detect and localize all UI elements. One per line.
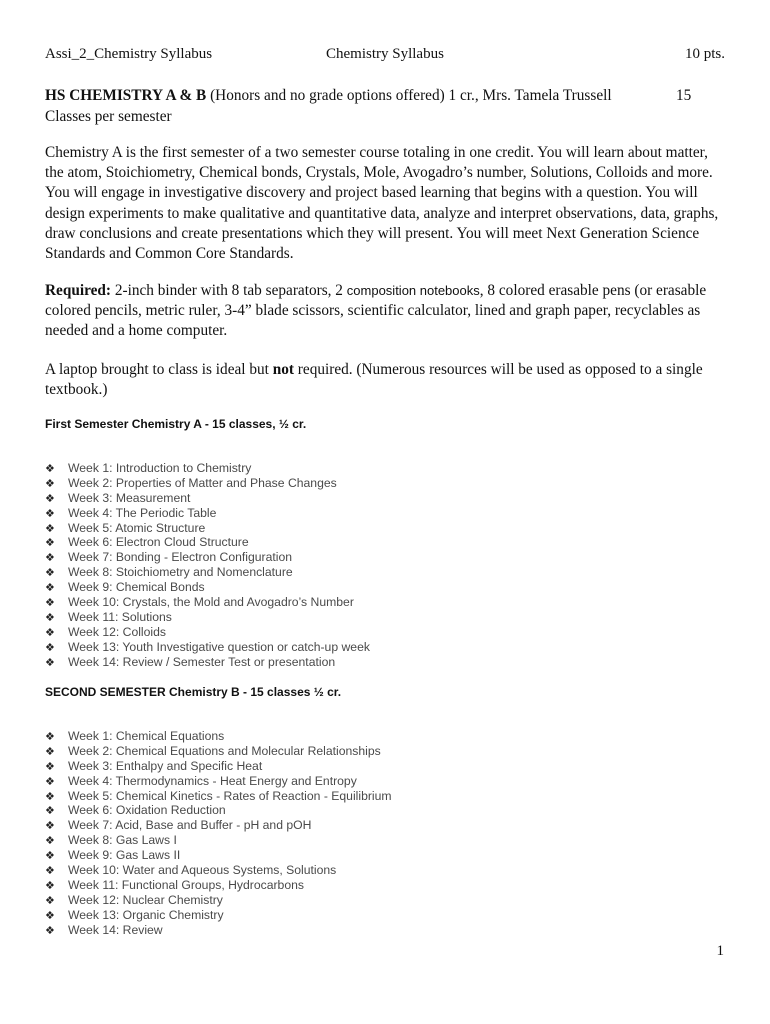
week-item <box>45 550 370 565</box>
diamond-bullet-icon: ❖ <box>45 626 55 639</box>
week-item <box>45 789 392 804</box>
diamond-bullet-icon: ❖ <box>45 537 55 550</box>
week-item <box>45 803 392 818</box>
week-label: Week 13: Organic Chemistry <box>68 907 224 922</box>
week-item <box>45 893 392 908</box>
week-item <box>45 625 370 640</box>
week-label: Week 14: Review <box>68 922 163 937</box>
laptop-text-2: required. (Numerous resources will be used as opposed to a single textbook.) <box>45 361 703 399</box>
diamond-bullet-icon: ❖ <box>45 865 55 878</box>
week-label: Week 8: Stoichiometry and Nomenclature <box>68 565 293 580</box>
diamond-bullet-icon: ❖ <box>45 522 55 535</box>
week-item <box>45 580 370 595</box>
week-label: Week 3: Measurement <box>68 490 191 505</box>
week-item <box>45 818 392 833</box>
week-label: Week 5: Atomic Structure <box>68 520 206 535</box>
course-details: (Honors and no grade options offered) 1 cr., Mrs. Tamela Trussell <box>206 87 612 104</box>
week-item <box>45 461 370 476</box>
page-header <box>45 46 725 68</box>
course-info <box>45 85 725 127</box>
diamond-bullet-icon: ❖ <box>45 656 55 669</box>
week-label: Week 12: Nuclear Chemistry <box>68 892 223 907</box>
week-item <box>45 833 392 848</box>
diamond-bullet-icon: ❖ <box>45 835 55 848</box>
diamond-bullet-icon: ❖ <box>45 805 55 818</box>
laptop-text-1: A laptop brought to class is ideal but <box>45 361 273 378</box>
week-item <box>45 729 392 744</box>
week-label: Week 1: Chemical Equations <box>68 729 225 743</box>
diamond-bullet-icon: ❖ <box>45 567 55 580</box>
diamond-bullet-icon: ❖ <box>45 775 55 788</box>
header-title: Chemistry Syllabus <box>326 46 444 62</box>
diamond-bullet-icon: ❖ <box>45 492 55 505</box>
header-points: 10 pts. <box>684 46 725 62</box>
week-item <box>45 506 370 521</box>
week-label: Week 7: Bonding - Electron Configuration <box>68 550 293 565</box>
semester2-heading: SECOND SEMESTER Chemistry B - 15 classes ½ cr. <box>45 685 342 699</box>
week-item <box>45 744 392 759</box>
week-item <box>45 908 392 923</box>
diamond-bullet-icon: ❖ <box>45 745 55 758</box>
required-composition-notebooks: composition notebooks <box>346 283 480 298</box>
diamond-bullet-icon: ❖ <box>45 611 55 624</box>
week-item <box>45 521 370 536</box>
required-text-1: 2-inch binder with 8 tab separators, 2 <box>111 282 347 299</box>
diamond-bullet-icon: ❖ <box>45 597 55 610</box>
week-item <box>45 759 392 774</box>
semester2-week-list <box>45 729 392 937</box>
week-label: Week 6: Oxidation Reduction <box>68 803 226 818</box>
required-label: Required: <box>45 282 112 299</box>
classes-label: Classes per semester <box>45 108 172 125</box>
week-item <box>45 848 392 863</box>
week-label: Week 4: Thermodynamics - Heat Energy and Entropy <box>68 773 357 788</box>
diamond-bullet-icon: ❖ <box>45 731 55 743</box>
diamond-bullet-icon: ❖ <box>45 850 55 863</box>
week-item <box>45 774 392 789</box>
diamond-bullet-icon: ❖ <box>45 790 55 803</box>
week-item <box>45 565 370 580</box>
week-label: Week 11: Solutions <box>68 609 172 624</box>
week-label: Week 8: Gas Laws I <box>68 833 177 848</box>
week-label: Week 11: Functional Groups, Hydrocarbons <box>68 877 304 892</box>
semester1-week-list <box>45 461 370 669</box>
week-label: Week 6: Electron Cloud Structure <box>68 535 249 550</box>
week-label: Week 3: Enthalpy and Specific Heat <box>68 758 263 773</box>
week-label: Week 9: Chemical Bonds <box>68 580 205 595</box>
classes-count: 15 <box>676 87 692 104</box>
diamond-bullet-icon: ❖ <box>45 477 55 490</box>
week-label: Week 2: Chemical Equations and Molecular Relationships <box>68 743 381 758</box>
week-label: Week 9: Gas Laws II <box>68 848 181 863</box>
week-label: Week 10: Water and Aqueous Systems, Solutions <box>68 863 337 878</box>
week-item <box>45 878 392 893</box>
week-item <box>45 640 370 655</box>
week-label: Week 10: Crystals, the Mold and Avogadro’s Number <box>68 595 354 610</box>
diamond-bullet-icon: ❖ <box>45 760 55 773</box>
week-label: Week 2: Properties of Matter and Phase Changes <box>68 475 337 490</box>
diamond-bullet-icon: ❖ <box>45 924 55 937</box>
diamond-bullet-icon: ❖ <box>45 552 55 565</box>
diamond-bullet-icon: ❖ <box>45 463 55 475</box>
required-text-2: , 8 colored erasable pens (or erasable colored pencils, metric ruler, 3-4” blade scissors, scientific calculator, lined and graph paper, recyclables as needed and a home computer. <box>45 282 707 340</box>
required-paragraph <box>45 281 725 342</box>
week-item <box>45 491 370 506</box>
diamond-bullet-icon: ❖ <box>45 909 55 922</box>
header-assignment-name: Assi_2_Chemistry Syllabus <box>45 46 213 62</box>
week-label: Week 14: Review / Semester Test or presentation <box>68 654 336 669</box>
week-item <box>45 923 392 938</box>
week-item <box>45 863 392 878</box>
week-item <box>45 610 370 625</box>
week-item <box>45 595 370 610</box>
diamond-bullet-icon: ❖ <box>45 507 55 520</box>
diamond-bullet-icon: ❖ <box>45 820 55 833</box>
diamond-bullet-icon: ❖ <box>45 894 55 907</box>
week-label: Week 12: Colloids <box>68 624 166 639</box>
page-number: 1 <box>716 943 724 959</box>
week-label: Week 13: Youth Investigative question or catch-up week <box>68 639 370 654</box>
intro-paragraph: Chemistry A is the first semester of a two semester course totaling in one credit. You will learn about matter, the atom, Stoichiometry, Chemical bonds, Crystals, Mole, Avogadro’s number, Solutions, Colloids and more. You will engage in investigative discovery and project based learning that begins with a question. You will design experiments to make qualitative and quantitative data, analyze and interpret observations, data, graphs, draw conclusions and create presentations which they will present. You will meet Next Generation Science Standards and Common Core Standards. <box>45 144 719 263</box>
course-title: HS CHEMISTRY A & B <box>45 87 207 104</box>
week-item <box>45 476 370 491</box>
week-label: Week 7: Acid, Base and Buffer - pH and pOH <box>68 818 312 833</box>
week-item <box>45 655 370 670</box>
diamond-bullet-icon: ❖ <box>45 582 55 595</box>
week-label: Week 4: The Periodic Table <box>68 505 217 520</box>
diamond-bullet-icon: ❖ <box>45 879 55 892</box>
week-item <box>45 535 370 550</box>
diamond-bullet-icon: ❖ <box>45 641 55 654</box>
laptop-not: not <box>272 361 294 378</box>
laptop-paragraph <box>45 360 725 400</box>
week-label: Week 5: Chemical Kinetics - Rates of Reaction - Equilibrium <box>68 788 392 803</box>
week-label: Week 1: Introduction to Chemistry <box>68 461 252 475</box>
semester1-heading: First Semester Chemistry A - 15 classes, ½ cr. <box>45 417 307 431</box>
